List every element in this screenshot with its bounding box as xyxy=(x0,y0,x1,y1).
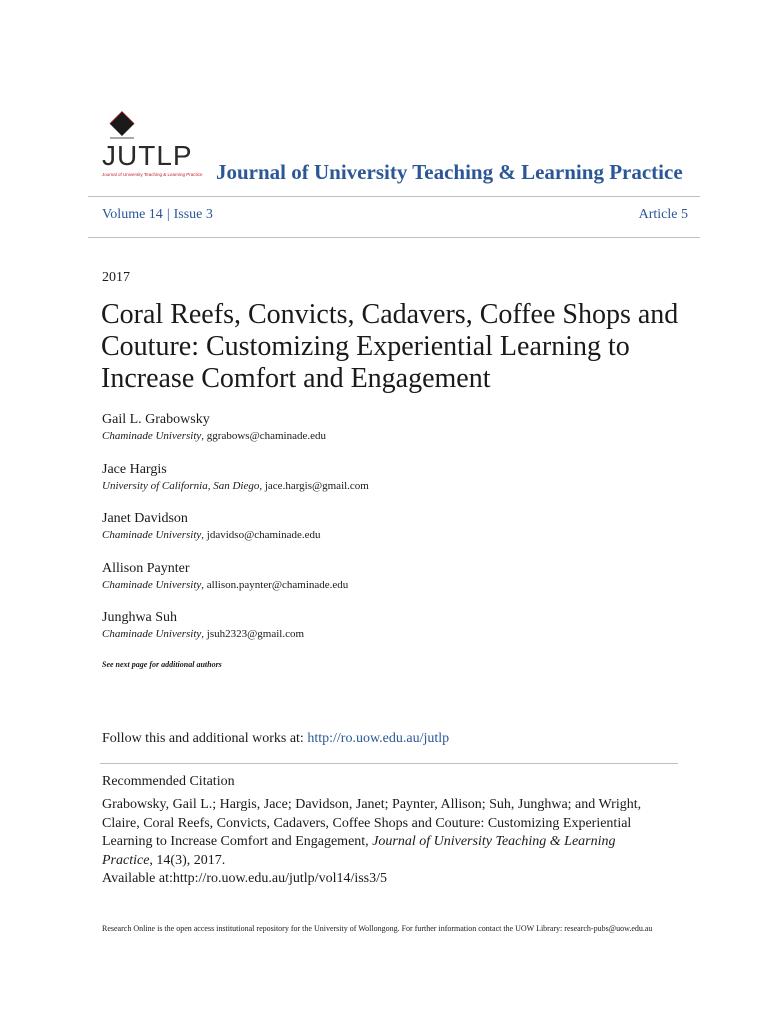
author-email: , jsuh2323@gmail.com xyxy=(201,628,305,640)
author-affiliation xyxy=(102,528,702,542)
volume-issue xyxy=(102,207,213,223)
author-entry xyxy=(102,560,702,610)
header-divider-top xyxy=(88,196,700,197)
author-affiliation xyxy=(102,578,702,592)
author-entry xyxy=(102,609,702,659)
author-name: Junghwa Suh xyxy=(102,610,178,625)
author-name: Jace Hargis xyxy=(102,461,167,477)
volume-issue-separator: | xyxy=(166,207,170,222)
author-institution: Chaminade University xyxy=(102,529,202,541)
author-list xyxy=(102,411,702,659)
citation-divider xyxy=(100,763,678,764)
author-affiliation xyxy=(102,479,702,493)
author-email: , jdavidso@chaminade.edu xyxy=(201,529,321,541)
author-name: Gail L. Grabowsky xyxy=(102,412,210,427)
author-affiliation xyxy=(102,627,702,641)
header-divider-bottom xyxy=(88,237,700,238)
follow-text: Follow this and additional works at: xyxy=(102,731,308,746)
repository-footer: Research Online is the open access institutional repository for the University of Wollongong. For further information contact the UOW Library: research-pubs@uow.edu.au xyxy=(102,924,653,933)
author-name: Allison Paynter xyxy=(102,560,190,576)
author-name: Janet Davidson xyxy=(102,511,188,526)
paper-title: Coral Reefs, Convicts, Cadavers, Coffee Shops and Couture: Customizing Experiential Learning to Increase Comfort and Engagement xyxy=(101,299,679,394)
author-email: , allison.paynter@chaminade.edu xyxy=(201,578,349,591)
author-institution: Chaminade University xyxy=(102,430,202,442)
publication-year: 2017 xyxy=(102,270,130,285)
author-entry xyxy=(102,461,702,511)
repository-link[interactable]: http://ro.uow.edu.au/jutlp xyxy=(307,731,450,746)
author-institution: Chaminade University xyxy=(102,628,202,640)
recommended-citation-heading: Recommended Citation xyxy=(102,774,235,789)
author-entry xyxy=(102,510,702,560)
additional-authors-note: See next page for additional authors xyxy=(102,660,222,669)
citation-main: Grabowsky, Gail L.; Hargis, Jace; Davidson, Janet; Paynter, Allison; Suh, Junghwa; and Wright, Claire, Coral Reefs, Convicts, Cadavers, Coffee Shops and Couture: Customizing Experiential Learning to Increase Comfort and Engagement, xyxy=(102,797,642,849)
issue-link[interactable]: Issue 3 xyxy=(173,207,213,222)
author-entry xyxy=(102,411,702,461)
author-affiliation xyxy=(102,429,702,443)
author-institution: Chaminade University xyxy=(102,578,202,591)
journal-title-link[interactable]: Journal of University Teaching & Learning Practice xyxy=(216,160,683,184)
author-institution: University of California, San Diego xyxy=(102,479,260,492)
citation-tail: , 14(3), 2017. xyxy=(149,852,226,868)
citation-journal: Journal of University Teaching & Learning Practice xyxy=(102,834,616,868)
logo-wordmark: JUTLP xyxy=(102,140,193,171)
follow-line xyxy=(102,731,449,747)
volume-link[interactable]: Volume 14 xyxy=(102,207,163,222)
citation-available-link[interactable]: Available at:http://ro.uow.edu.au/jutlp/vol14/iss3/5 xyxy=(102,871,388,886)
author-email: , ggrabows@chaminade.edu xyxy=(201,430,326,442)
citation-text xyxy=(102,796,662,889)
author-email: , jace.hargis@gmail.com xyxy=(259,479,369,492)
logo-subtitle: Journal of University Teaching & Learning Practice xyxy=(102,172,203,177)
article-number-link[interactable]: Article 5 xyxy=(638,207,688,222)
